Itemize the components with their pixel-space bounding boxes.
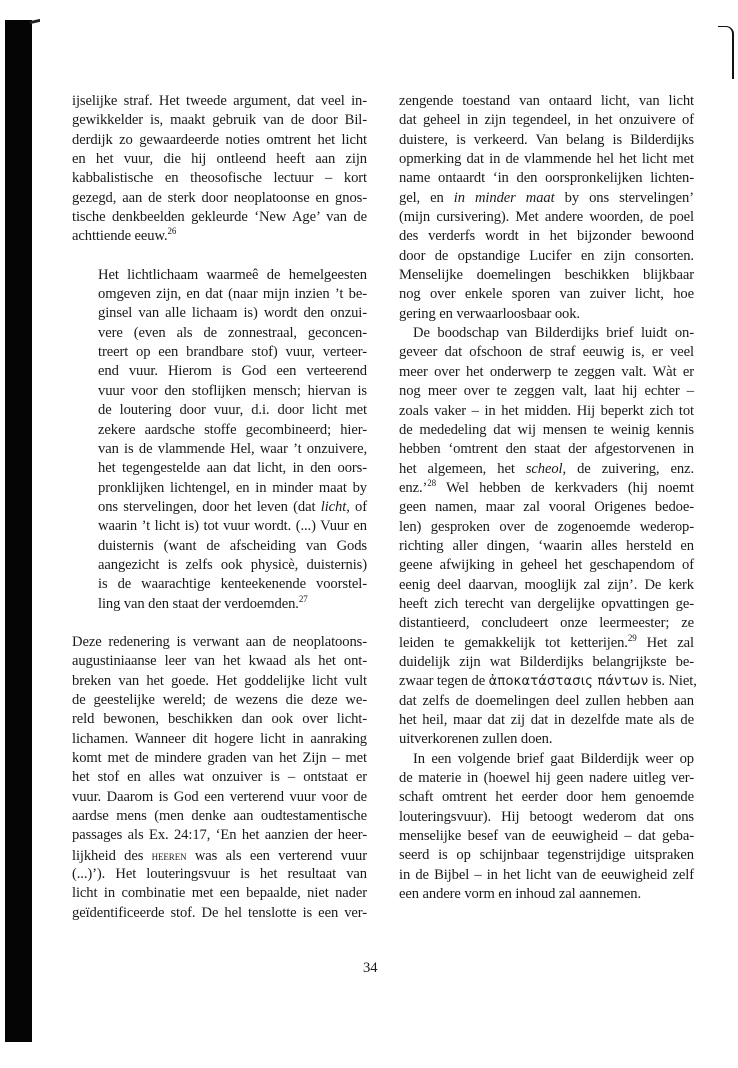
text-line: geveer dat ofschoon de straf eeuwig is, er veel [399, 344, 694, 361]
page-number: 34 [363, 960, 378, 976]
text-line: dat geheel in zijn tegendeel, in het onzuivere of [399, 112, 694, 129]
italic-text: scheol [525, 460, 563, 477]
text-line [399, 672, 697, 691]
quote-line: vere (even als de zonnestraal, geconcen- [98, 324, 367, 341]
footnote-ref: 28 [427, 477, 437, 488]
quote-line: aangezicht is zelfs ook physicè, duisternis) [98, 556, 367, 573]
text-line: dat zelfs de doemelingen deel zullen hebben aan [399, 692, 694, 709]
text-line: Deze redenering is verwant aan de neoplatoons- [72, 633, 367, 650]
quote-line: het tegengestelde aan dat licht, in den oors- [98, 460, 367, 477]
text-line: nog meer over te zeggen valt, laat hij echter – [399, 383, 694, 400]
quote-line: end vuur. Hierom is God een verteerend [98, 363, 367, 380]
text-line: len) gesproken over de zogenoemde wederop- [399, 518, 694, 535]
text-line [399, 479, 694, 498]
italic-text: licht [320, 498, 347, 515]
text-fragment: by ons stervelingen’ [554, 189, 695, 206]
text-line: het heil, maar dat zij dat in dezelfde mate als de [399, 712, 694, 728]
text-line: geene afwijking in geheel het geschapendom of [399, 557, 694, 574]
text-fragment: enz.’ [399, 479, 428, 496]
quote-line: is de waarachtige kenteekenende voorstel- [98, 576, 367, 593]
footnote-ref: 29 [627, 632, 637, 643]
text-line: gering en verwaarloosbaar ook. [399, 305, 580, 322]
quote-line [72, 595, 367, 614]
text-line: zoals vaker – in het midden. Hij beperkt zich tot [399, 402, 694, 419]
text-line: de mededeling dat wij mensen te weinig kennis [399, 421, 694, 438]
text-line: de geestelijke wereld; de wezens die deze we- [72, 691, 367, 708]
text-line [399, 189, 694, 208]
block-quote [72, 266, 367, 614]
text-line: duidelijk zijn wat Bilderdijks belangrijkste be- [399, 653, 694, 670]
text-fragment: achttiende eeuw. [72, 228, 168, 245]
text-fragment: leiden te gemakkelijk tot ketterijen. [399, 634, 628, 651]
text-line: aardse mens (men denke aan oudtestamentische [72, 808, 367, 825]
text-line: en het vuur, die hij ontleend heeft aan zijn [72, 151, 367, 168]
paragraph-message [399, 324, 697, 750]
text-line: passages als Ex. 24:17, ‘En het aanzien der heer- [72, 827, 367, 844]
paragraph-continuation [399, 92, 694, 324]
quote-line: Het lichtlichaam waarmeê de hemelgeesten [98, 266, 367, 283]
text-line [399, 634, 694, 653]
text-line: door de opstandige Lucifer en zijn consorten. [399, 247, 694, 264]
text-line: gewikkelder is, maakt gebruik van de door Bil- [72, 112, 367, 129]
quote-line: van is de vlammende Hel, waar ’t onzuivere, [98, 440, 367, 457]
quote-line: omgeven zijn, en dat (naar mijn inzien ’t be- [98, 286, 367, 303]
text-line: breken van het goede. Het goddelijke licht vult [72, 672, 367, 689]
quote-line: vuur voor den stoflijken mensch; hiervan is [98, 382, 367, 399]
paragraph-analysis [72, 633, 367, 923]
footnote-ref: 27 [298, 593, 308, 604]
text-line: distantieerd, concludeert onze leermeester; ze [399, 615, 694, 632]
text-fragment: lijkheid des [72, 847, 152, 864]
text-line: zengende toestand van ontaard licht, van licht [399, 93, 694, 109]
text-line: schaft omtrent het eerder door hem genoemde [399, 789, 694, 806]
text-fragment: het algemeen, het [399, 460, 526, 477]
text-line: (mijn cursivering). Met andere woorden, de poel [399, 209, 694, 226]
text-line: in de Bijbel – in het licht van de eeuwigheid zelf [399, 866, 694, 883]
text-fragment: is. Niet, [648, 673, 697, 690]
text-line: menselijke besef van de eeuwigheid – dat geba- [399, 828, 694, 845]
text-line: derdijk zo gewaardeerde noties omtrent het licht [72, 131, 367, 148]
text-line: ijselijke straf. Het tweede argument, dat veel in- [72, 93, 367, 109]
quote-line: waarin ’t licht is) tot vuur wordt. (...) Vuur en [98, 518, 367, 535]
text-line: een andere vorm en inhoud zal aannemen. [399, 886, 642, 903]
text-line: nog over enkele sporen van zuiver licht, hoe [399, 286, 694, 303]
text-fragment: ons stervelingen, door het leven (dat [98, 498, 321, 515]
text-line: De boodschap van Bilderdijks brief luidt on- [413, 325, 694, 342]
paragraph-intro [72, 92, 367, 247]
text-line: reld bewonen, beschikken dan ook over licht- [72, 711, 367, 728]
footnote-ref: 26 [167, 226, 177, 237]
text-line: licht in combinatie met een bepaalde, niet nader [72, 885, 367, 902]
text-fragment: Wel hebben de kerkvaders (hij noemt [436, 479, 694, 496]
text-fragment: gel, en [399, 189, 454, 206]
quote-line: de loutering door vuur, d.i. door licht met [98, 402, 367, 419]
text-line: des verderfs wordt in het bijzonder bewoond [399, 228, 694, 245]
greek-text: ἀποκατάστασις πάντων [488, 674, 649, 690]
text-line: name ontaardt ‘in den oorspronkelijken lichten- [399, 170, 694, 187]
text-line: In een volgende brief gaat Bilderdijk weer op [413, 750, 694, 767]
scan-page-edge [718, 26, 734, 79]
text-line: eenig deel daarvan, mooglijk zal zijn’. De kerk [399, 576, 694, 593]
text-line: augustiniaanse leer van het kwaad als het ont- [72, 653, 367, 670]
quote-line: duisternis (want de afscheiding van Gods [98, 537, 367, 554]
text-fragment: was als een verterend vuur [186, 847, 367, 864]
text-fragment: zwaar tegen de [399, 673, 489, 690]
text-line: duistere, is verkeerd. Van belang is Bilderdijks [399, 131, 694, 148]
paragraph-next-letter [399, 750, 694, 905]
text-line: tische denkbeelden gekleurde ‘New Age’ van de [72, 209, 367, 226]
text-line: meer over het onderwerp te zeggen valt. Wàt er [399, 363, 694, 380]
text-line: het stof en alles wat onzuiver is – ontstaat er [72, 769, 367, 786]
text-line [72, 227, 367, 246]
text-fragment: , of [346, 498, 367, 515]
text-line: louteringsvuur). Hij betoogt wederom dat ons [399, 808, 694, 825]
text-line: richting aller dingen, ‘waarin alles hersteld en [399, 537, 694, 554]
quote-line [72, 498, 367, 517]
left-column [72, 92, 367, 923]
text-line: komt met de mindere graden van het Zijn – met [72, 750, 367, 766]
text-line: Menselijke doemelingen beschikken blijkbaar [399, 267, 694, 284]
text-line: de materie in (hoewel hij geen nadere uitleg ver- [399, 770, 694, 787]
text-fragment: Het zal [636, 634, 694, 651]
text-line: heeft zich terecht van dergelijke opvattingen ge- [399, 595, 694, 612]
text-line: opmerking dat in de vlammende hel het licht met [399, 151, 694, 168]
quote-line: pronklijken lichtengel, en in minder maat by [98, 479, 367, 496]
small-caps-text: heeren [151, 847, 187, 863]
right-column [399, 92, 697, 904]
quote-line: treert op een brandbare stof) vuur, verteer- [98, 344, 367, 361]
text-line: seerd is op schijnbaar tegenstrijdige uitspraken [399, 847, 694, 864]
text-line: gezegd, aan de sterk door neoplatoonse en gnos- [72, 189, 367, 206]
text-fragment: , de zuivering, enz. [562, 460, 694, 477]
text-line: geïdentificeerde stof. De hel tenslotte is een ver- [72, 904, 367, 921]
quote-line: ginsel van alle lichaam is) wordt den onzui- [98, 305, 367, 322]
italic-text: in minder maat [453, 189, 555, 206]
text-line: kabbalistische en theosofische lectuur – kort [72, 170, 367, 187]
text-line: (...)’). Het louteringsvuur is het resultaat van [72, 866, 367, 883]
text-line [399, 460, 694, 479]
text-line: lichamen. Wanneer dit hogere licht in aanraking [72, 730, 367, 747]
text-line: vuur. Daarom is God een verterend vuur voor de [72, 788, 367, 805]
text-line: hebben ‘omtrent den staat der afgestorvenen in [399, 441, 694, 458]
quote-line: zekere aardsche stoffe gecombineerd; hier- [98, 421, 367, 438]
text-fragment: ling van den staat der verdoemden. [98, 595, 299, 612]
scan-binding-shadow [5, 20, 32, 1042]
text-line [72, 846, 367, 865]
text-line: geen namen, maar zal vooral Origenes bedoe- [399, 499, 694, 516]
text-line: uitverkorenen zullen doen. [399, 731, 553, 748]
